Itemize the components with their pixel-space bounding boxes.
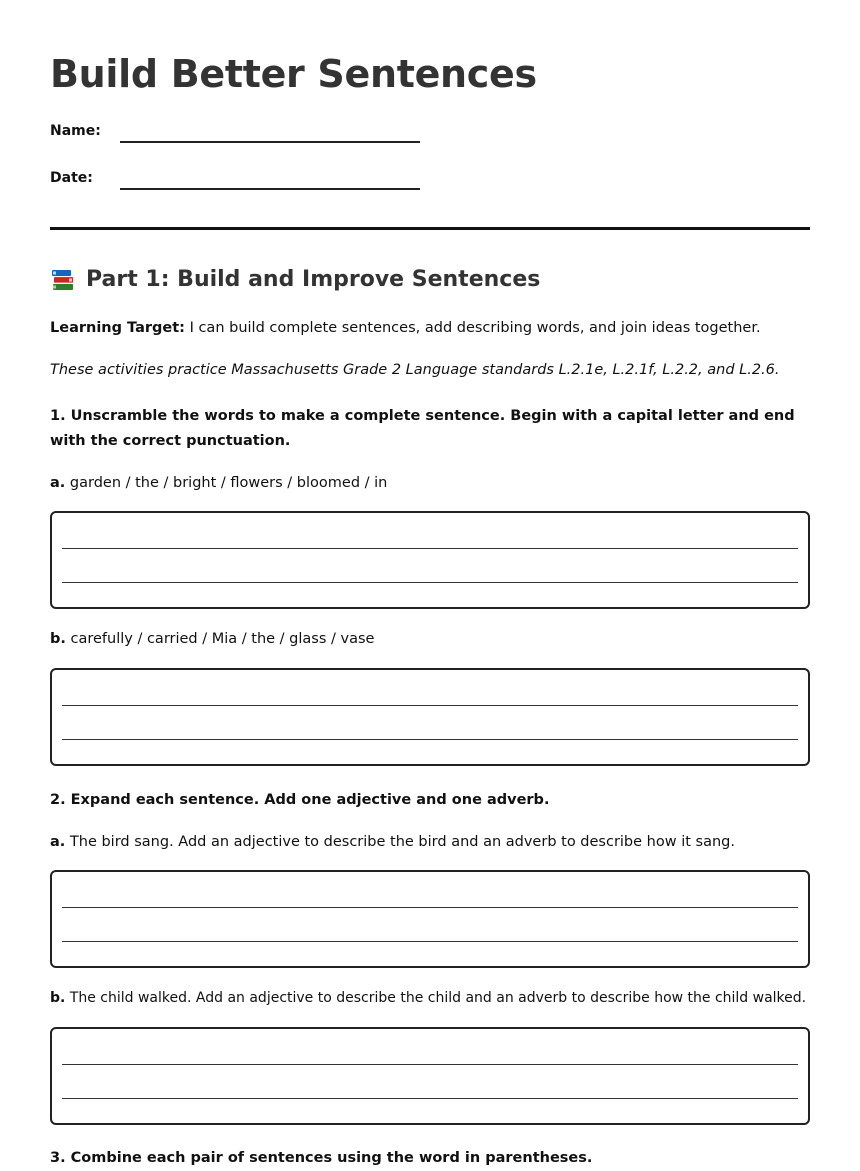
- write-line: [62, 582, 798, 583]
- question-1b: [50, 627, 810, 652]
- item-letter: a.: [50, 834, 66, 850]
- write-line: [62, 739, 798, 740]
- item-letter: b.: [50, 990, 66, 1006]
- part1-heading-text: Part 1: Build and Improve Sentences: [86, 267, 541, 292]
- question-1-prompt: 1. Unscramble the words to make a complete sentence. Begin with a capital letter and end with the correct punctuation.: [50, 408, 795, 449]
- date-write-line[interactable]: [120, 188, 420, 190]
- write-line: [62, 1064, 798, 1065]
- write-line: [62, 548, 798, 549]
- books-icon: [50, 267, 76, 293]
- answer-box-2a[interactable]: [50, 870, 810, 968]
- question-3-prompt: 3. Combine each pair of sentences using the word in parentheses.: [50, 1150, 593, 1166]
- date-label: Date:: [50, 170, 93, 186]
- item-letter: b.: [50, 631, 66, 647]
- question-1a: [50, 471, 810, 496]
- question-2a: [50, 830, 810, 855]
- item-text: The bird sang. Add an adjective to describe the bird and an adverb to describe how it sang.: [65, 834, 735, 850]
- page-title: Build Better Sentences: [50, 52, 537, 96]
- item-text: carefully / carried / Mia / the / glass / vase: [65, 631, 375, 647]
- learning-target-text: I can build complete sentences, add describing words, and join ideas together.: [184, 320, 761, 336]
- item-letter: a.: [50, 475, 66, 491]
- answer-box-2b[interactable]: [50, 1027, 810, 1125]
- name-label: Name:: [50, 123, 101, 139]
- date-field-row: [50, 168, 430, 198]
- write-line: [62, 941, 798, 942]
- answer-box-1a[interactable]: [50, 511, 810, 609]
- name-write-line[interactable]: [120, 141, 420, 143]
- write-line: [62, 705, 798, 706]
- write-line: [62, 907, 798, 908]
- item-text: The child walked. Add an adjective to describe the child and an adverb to describe how the child walked.: [65, 990, 807, 1006]
- learning-target: [50, 316, 810, 341]
- question-2b: [50, 986, 810, 1011]
- write-line: [62, 1098, 798, 1099]
- name-field-row: [50, 121, 430, 151]
- standards-note: These activities practice Massachusetts Grade 2 Language standards L.2.1e, L.2.1f, L.2.2, and L.2.6.: [50, 362, 780, 378]
- answer-box-1b[interactable]: [50, 668, 810, 766]
- item-text: garden / the / bright / flowers / bloomed / in: [65, 475, 388, 491]
- question-2-prompt: 2. Expand each sentence. Add one adjective and one adverb.: [50, 792, 550, 808]
- part1-heading: [50, 264, 540, 296]
- header-divider: [50, 227, 810, 230]
- learning-target-label: Learning Target:: [50, 320, 185, 336]
